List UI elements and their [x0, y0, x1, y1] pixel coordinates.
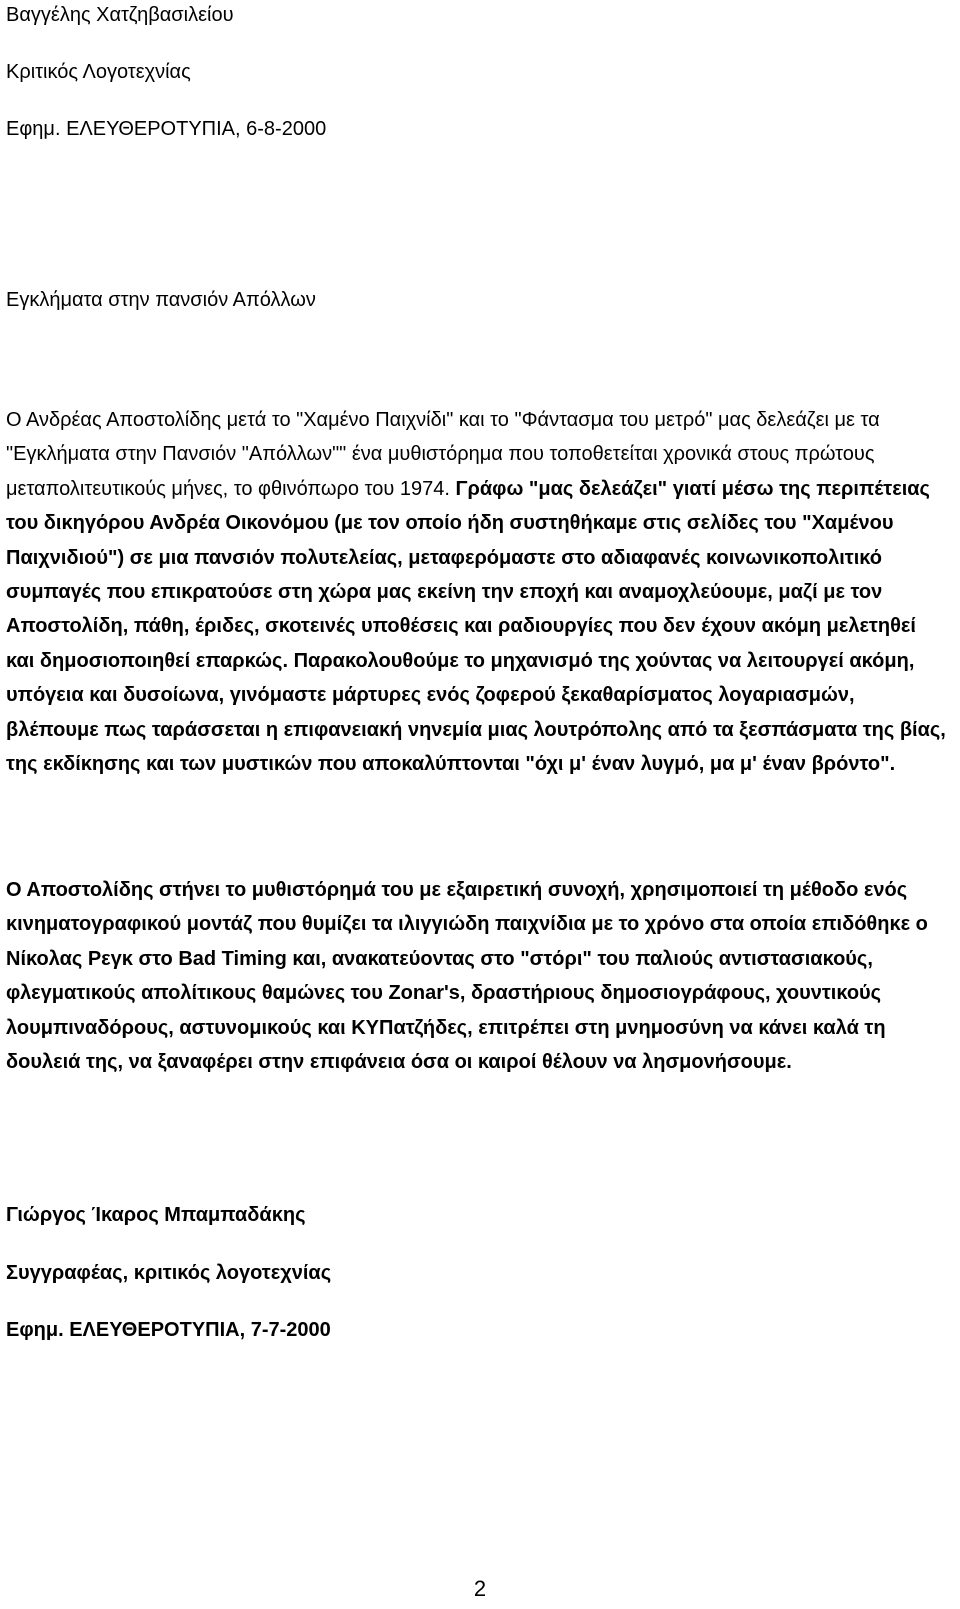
review-body-text: Γράφω "μας δελεάζει" γιατί μέσω της περιπέτειας του δικηγόρου Ανδρέα Οικονόμου (με τον οποίο ήδη συστηθήκαμε στις σελίδες του "Χαμένου Παιχνιδιού") σε μια πανσιόν πολυτελείας, μεταφερόμαστε στο αδιαφανές κοινωνικοπολιτικό συμπαγές που επικρατούσε στη χώρα μας εκείνη την εποχή και αναμοχλεύουμε, μαζί με τον Αποστολίδη, πάθη, έριδες, σκοτεινές υποθέσεις και ραδιουργίες που δεν έχουν ακόμη μελετηθεί και δημοσιοποιηθεί επαρκώς. Παρακολουθούμε το μηχανισμό της χούντας να λειτουργεί ακόμη, υπόγεια και δυσοίωνα, γινόμαστε μάρτυρες ενός ζοφερού ξεκαθαρίσματος λογαριασμών, βλέπουμε πως ταράσσεται η επιφανειακή νηνεμία μιας λουτρόπολης από τα ξεσπάσματα της βίας, της εκδίκησης και των μυστικών που αποκαλύπτονται "όχι μ' έναν λυγμό, μα μ' έναν βρόντο". [6, 477, 946, 776]
review-paragraph [6, 403, 946, 781]
review-paragraph-2: Ο Αποστολίδης στήνει το μυθιστόρημά του με εξαιρετική συνοχή, χρησιμοποιεί τη μέθοδο ενός κινηματογραφικού μοντάζ που θυμίζει τα ιλιγγιώδη παιχνίδια με το χρόνο στα οποία επιδόθηκε ο Νίκολας Ρεγκ στο Bad Timing και, ανακατεύοντας στο "στόρι" του παλιούς αντιστασιακούς, φλεγματικούς απολίτικους θαμώνες του Zonar's, δραστήριους δημοσιογράφους, χουντικούς λουμπιναδόρους, αστυνομικούς και ΚΥΠατζήδες, επιτρέπει στη μνημοσύνη να κάνει καλά τη δουλειά της, να ξαναφέρει στην επιφάνεια όσα οι καιροί θέλουν να λησμονήσουμε. [6, 879, 928, 1074]
reviewer-name: Βαγγέλης Χατζηβασιλείου [6, 4, 234, 26]
publication-source-2: Εφημ. ΕΛΕΥΘΕΡΟΤΥΠΙΑ, 7-7-2000 [6, 1319, 331, 1341]
reviewer-role-2: Συγγραφέας, κριτικός λογοτεχνίας [6, 1262, 332, 1284]
review-title: Εγκλήματα στην πανσιόν Απόλλων [6, 289, 316, 311]
reviewer-role: Κριτικός Λογοτεχνίας [6, 61, 191, 83]
review-intro-text: Ο Ανδρέας Αποστολίδης μετά το "Χαμένο Παιχνίδι" και το "Φάντασμα του μετρό" μας δελεάζει με τα "Εγκλήματα στην Πανσιόν "Απόλλων"" ένα μυθιστόρημα που τοποθετείται χρονικά στους πρώτους μεταπολιτευτικούς μήνες, το φθινόπωρο του 1974. [6, 409, 880, 500]
publication-source: Εφημ. ΕΛΕΥΘΕΡΟΤΥΠΙΑ, 6-8-2000 [6, 118, 327, 140]
page-number: 2 [473, 1576, 487, 1601]
reviewer-name-2: Γιώργος Ίκαρος Μπαμπαδάκης [6, 1204, 306, 1226]
